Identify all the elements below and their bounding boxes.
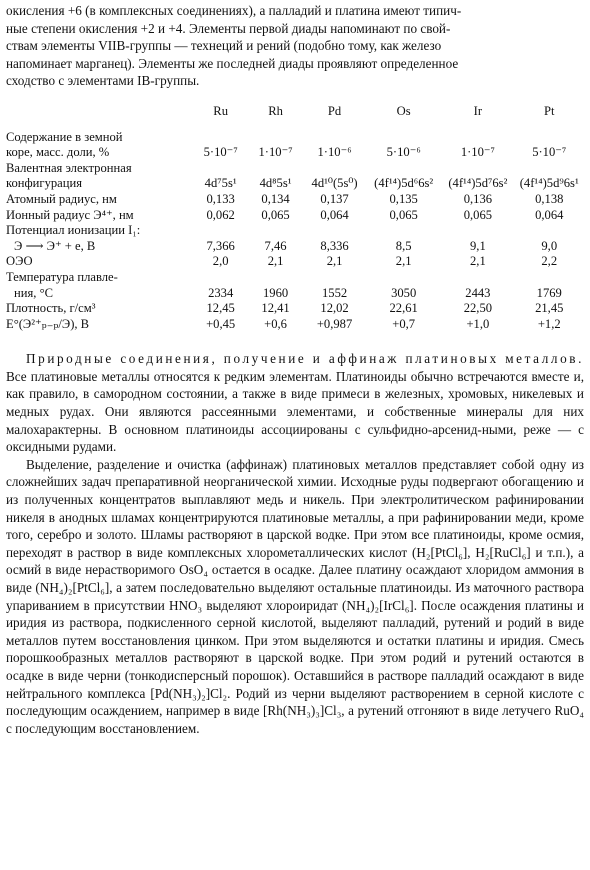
- table-cell: 0,133: [206, 191, 235, 206]
- table-cell: 9,0: [541, 238, 558, 253]
- table-cell: 2,2: [541, 254, 558, 269]
- table-cell: 22,50: [463, 301, 493, 316]
- table-cell: [248, 223, 303, 239]
- row-label: Температура плавле- ния, °C: [6, 269, 118, 300]
- table-cell: +0,45: [206, 316, 236, 331]
- table-cell: 4d¹⁰(5s⁰): [311, 176, 358, 191]
- table-cell: 0,065: [463, 207, 493, 222]
- table-corner: [6, 96, 193, 130]
- table-cell: +1,0: [466, 316, 490, 331]
- table-cell: 1769: [536, 285, 562, 300]
- table-cell: 0,138: [535, 191, 564, 206]
- table-cell: 1960: [262, 285, 289, 300]
- row-label: Потенциал ионизации I₁:: [6, 223, 141, 238]
- table-row: [6, 192, 584, 208]
- table-cell: 0,062: [206, 207, 235, 222]
- table-cell: 2334: [208, 285, 234, 300]
- table-cell: 12,41: [261, 301, 290, 316]
- table-cell: 2,1: [395, 254, 412, 269]
- element-header: Pd: [327, 103, 342, 118]
- table-cell: 0,135: [389, 191, 418, 206]
- row-label: Э ⟶ Э⁺ + e, В: [14, 238, 96, 253]
- table-header-row: [6, 96, 584, 130]
- table-row: [6, 254, 584, 270]
- table-cell: +0,6: [264, 316, 287, 331]
- table-cell: (4f¹⁴)5d⁹6s¹: [519, 176, 579, 191]
- row-label: Содержание в земной коре, масс. доли, %: [6, 129, 123, 160]
- table-cell: 1·10⁻⁷: [258, 145, 293, 160]
- paragraph-text: Все платиновые металлы относятся к редким элементам. Платиноиды обычно встречаются вместе и, как правило, в самородном состоянии, а также в виде примеси в железных, хромовых, никелевых и медных рудах. Они являются рассеянными элементами, и собственные минералы для них малохарактерны. В основном платиноиды ассоциированы с сульфидно-арсенид-ными, реже — с оксидными рудами.: [6, 368, 584, 455]
- table-cell: 21,45: [535, 301, 564, 316]
- table-cell: +0,987: [316, 316, 353, 331]
- table-cell: 0,136: [463, 191, 493, 206]
- table-cell: 2443: [465, 285, 491, 300]
- table-cell: 1·10⁻⁶: [317, 145, 352, 160]
- table-row: [6, 301, 584, 317]
- table-row: [6, 270, 584, 301]
- table-row: [6, 239, 584, 255]
- section-spacer: [6, 336, 584, 350]
- table-cell: 0,064: [320, 207, 349, 222]
- table-cell: 1552: [321, 285, 348, 300]
- table-cell: 9,1: [470, 238, 486, 253]
- table-cell: [303, 223, 366, 239]
- row-label: Ионный радиус Э⁴⁺, нм: [6, 207, 134, 222]
- table-cell: 12,02: [320, 301, 349, 316]
- row-label: Атомный радиус, нм: [6, 191, 117, 206]
- intro-line: ствам элементы VIIB-группы — технеций и рений (подобно тому, как железо: [6, 38, 442, 54]
- element-header: Ru: [213, 103, 228, 118]
- table-cell: (4f¹⁴)5d⁶6s²: [374, 176, 434, 191]
- table-cell: [515, 223, 585, 239]
- table-cell: 8,336: [320, 238, 349, 253]
- table-cell: 8,5: [395, 238, 412, 253]
- table-row: [6, 130, 584, 161]
- intro-text: [6, 2, 584, 90]
- element-header: Ir: [473, 103, 483, 118]
- section-heading: Природные соединения, получение и аффинаж платиновых металлов.: [26, 351, 584, 367]
- table-cell: 7,46: [264, 238, 287, 253]
- table-cell: 2,1: [470, 254, 486, 269]
- table-row: [6, 317, 584, 333]
- table-cell: 2,0: [212, 254, 229, 269]
- table-cell: 1·10⁻⁷: [460, 145, 495, 160]
- table-cell: 5·10⁻⁷: [532, 145, 567, 160]
- table-row: [6, 161, 584, 192]
- element-header: Rh: [268, 103, 283, 118]
- table-cell: 0,134: [261, 191, 290, 206]
- table-row: [6, 223, 584, 239]
- table-cell: 0,137: [320, 191, 349, 206]
- properties-table: [6, 96, 584, 332]
- table-cell: 3050: [391, 285, 417, 300]
- element-header: Os: [396, 103, 411, 118]
- row-label: Плотность, г/см³: [6, 301, 96, 316]
- intro-line: сходство с элементами IB-группы.: [6, 73, 200, 89]
- table-cell: +1,2: [537, 316, 561, 331]
- table-cell: 0,065: [389, 207, 418, 222]
- intro-line: напоминает марганец). Элементы же последней диады проявляют определенное: [6, 55, 459, 71]
- table-cell: 12,45: [206, 301, 235, 316]
- table-cell: [193, 223, 248, 239]
- table-cell: +0,7: [392, 316, 416, 331]
- row-label: E°(Э²⁺ₚ₋ₚ/Э), В: [6, 316, 90, 331]
- table-cell: [366, 223, 441, 239]
- row-label: Валентная электронная конфигурация: [6, 160, 132, 191]
- element-header: Pt: [543, 103, 555, 118]
- section-paragraph-1: [6, 350, 584, 456]
- table-cell: 7,366: [206, 238, 235, 253]
- table-cell: 4d⁸5s¹: [259, 176, 292, 191]
- table-cell: [441, 223, 514, 239]
- table-cell: 4d⁷5s¹: [204, 176, 237, 191]
- section-paragraph-2: Выделение, разделение и очистка (аффинаж) платиновых металлов представляет собой одну из сложнейших задач препаративной неорганической химии. Исходные руды подвергают обогащению и из полученных концентратов выплавляют медь и никель. При электролитическом рафинировании никеля в анодных шламах концентрируются платиновые металлы, а при рафинировании меди, кроме того, серебро и золото. Шламы растворяют в царской водке. При этом все платиноиды, кроме осмия, переходят в раствор в виде комплексных хлорометаллических кислот (H₂[PtCl₆], H₂[RuCl₆] и т.п.), а осмий в виде нерастворимого OsO₄ остается в осадке. Далее платину осаждают хлоридом аммония в виде (NH₄)₂[PtCl₆], а затем последовательно выделяют остальные платиноиды. Из маточного раствора упариванием в присутствии HNO₃ выделяют хлороиридат (NH₄)₂[IrCl₆]. После осаждения платины и иридия из раствора, подкисленного серной кислотой, выделяют палладий, рутений и родий в виде металлов путем восстановления цинком. При этом выделяются и остатки платины и иридия. Смесь порошкообразных металлов растворяют в царской водке. При этом родий и рутений остаются в осадке в виде черни (тонкодисперсный порошок). Оставшийся в растворе палладий осаждают в виде нейтрального комплекса [Pd(NH₃)₂]Cl₂. Родий из черни выделяют растворением в серной кислоте с последующим осаждением, например в виде [Rh(NH₃)₃]Cl₃, а рутений отгоняют в виде летучего RuO₄ с последующим восстановлением.: [6, 456, 584, 736]
- table-cell: 5·10⁻⁷: [203, 145, 238, 160]
- row-label: ОЭО: [6, 254, 33, 269]
- table-cell: 5·10⁻⁶: [386, 145, 421, 160]
- intro-line: окисления +6 (в комплексных соединениях), а палладий и платина имеют типич-: [6, 3, 462, 18]
- table-cell: 22,61: [389, 301, 418, 316]
- table-cell: 0,064: [535, 207, 564, 222]
- table-cell: 2,1: [267, 254, 284, 269]
- page: [6, 2, 584, 737]
- table-cell: 2,1: [326, 254, 343, 269]
- table-cell: 0,065: [261, 207, 290, 222]
- intro-line: ные степени окисления +2 и +4. Элементы первой диады напоминают по свой-: [6, 20, 451, 36]
- table-row: [6, 208, 584, 224]
- table-cell: (4f¹⁴)5d⁷6s²: [448, 176, 508, 191]
